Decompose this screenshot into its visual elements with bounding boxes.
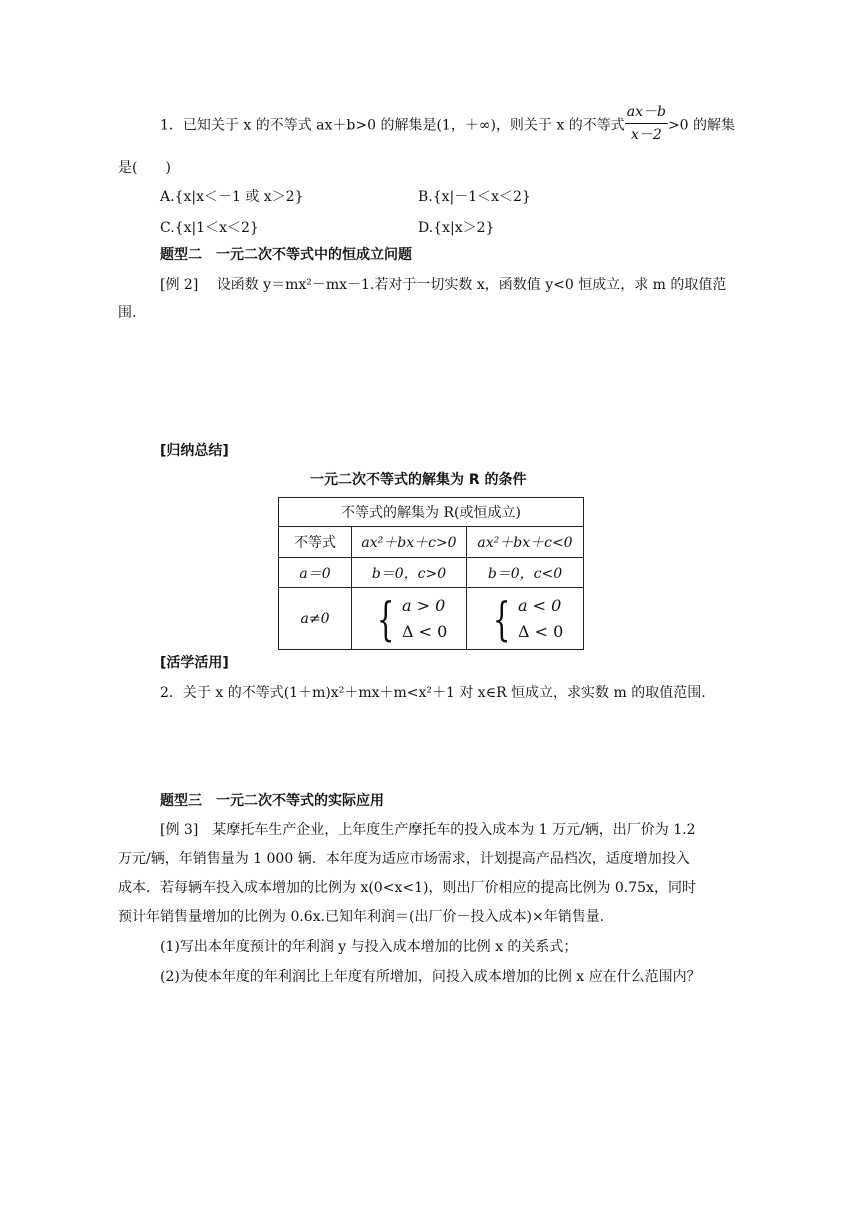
q1-option-c: C.{x|1＜x＜2} (160, 220, 259, 236)
example3-line4: 预计年销售量增加的比例为 0.6x.已知年利润＝(出厂价－投入成本)×年销售量． (118, 909, 614, 925)
example2-line2: 围. (118, 305, 137, 321)
q1-option-b: B.{x|－1＜x＜2} (418, 189, 531, 205)
example2-line1: [例 2] 设函数 y＝mx²－mx－1.若对于一切实数 x，函数值 y<0 恒成立，求 m 的取值范 (160, 277, 727, 293)
table-cell-a-nonzero: a≠0 (279, 588, 352, 650)
table-cell-lt-system (467, 588, 584, 650)
table-cell-a-zero: a＝0 (279, 558, 352, 588)
brace-left: { (492, 591, 511, 646)
conditions-table (278, 497, 584, 650)
practice-heading: [活学活用] (160, 655, 229, 671)
q1-frac-denominator: x－2 (630, 127, 662, 143)
q1-frac-numerator: ax－b (625, 101, 668, 124)
q1-line1 (160, 103, 735, 148)
table-title: 一元二次不等式的解集为 R 的条件 (310, 472, 527, 488)
type3-heading: 题型三 一元二次不等式的实际应用 (160, 793, 384, 809)
q1-line2: 是( ) (118, 160, 171, 176)
q1-option-d: D.{x|x＞2} (418, 220, 495, 236)
example3-line2: 万元/辆，年销售量为 1 000 辆．本年度为适应市场需求，计划提高产品档次，适度增加投入 (118, 851, 690, 867)
system-lt-line2: Δ < 0 (517, 621, 564, 641)
q1-text-a: 1．已知关于 x 的不等式 ax＋b>0 的解集是(1，＋∞)，则关于 x 的不等式 (160, 117, 625, 134)
table-cell-gt-a-zero: b＝0，c>0 (352, 558, 467, 588)
table-header-inequality: 不等式 (279, 527, 352, 558)
table-cell-gt-system (352, 588, 467, 650)
table-header-gt: ax²＋bx＋c>0 (352, 527, 467, 558)
q1-option-a: A.{x|x＜－1 或 x＞2} (160, 189, 304, 205)
table-header-lt: ax²＋bx＋c<0 (467, 527, 584, 558)
table-cell-lt-a-zero: b＝0，c<0 (467, 558, 584, 588)
q1-text-b: >0 的解集 (667, 117, 736, 134)
summary-heading: [归纳总结] (160, 443, 229, 459)
table-top-header: 不等式的解集为 R(或恒成立) (279, 498, 584, 527)
example3-sub2: (2)为使本年度的年利润比上年度有所增加，问投入成本增加的比例 x 应在什么范围内？ (160, 969, 701, 985)
system-gt-line2: Δ < 0 (401, 621, 448, 641)
example3-line3: 成本．若每辆车投入成本增加的比例为 x(0<x<1)，则出厂价相应的提高比例为 0.75x，同时 (118, 880, 696, 896)
example3-sub1: (1)写出本年度预计的年利润 y 与投入成本增加的比例 x 的关系式； (160, 939, 578, 955)
example3-line1: [例 3] 某摩托车生产企业，上年度生产摩托车的投入成本为 1 万元/辆，出厂价为 1.2 (160, 822, 696, 838)
system-gt-line1: a > 0 (401, 595, 446, 615)
brace-left: { (376, 591, 395, 646)
q1-fraction (625, 101, 668, 146)
practice-question-2: 2．关于 x 的不等式(1＋m)x²＋mx＋m<x²＋1 对 x∈R 恒成立，求实数 m 的取值范围. (160, 685, 706, 701)
system-lt-line1: a < 0 (517, 595, 562, 615)
type2-heading: 题型二 一元二次不等式中的恒成立问题 (160, 247, 412, 263)
